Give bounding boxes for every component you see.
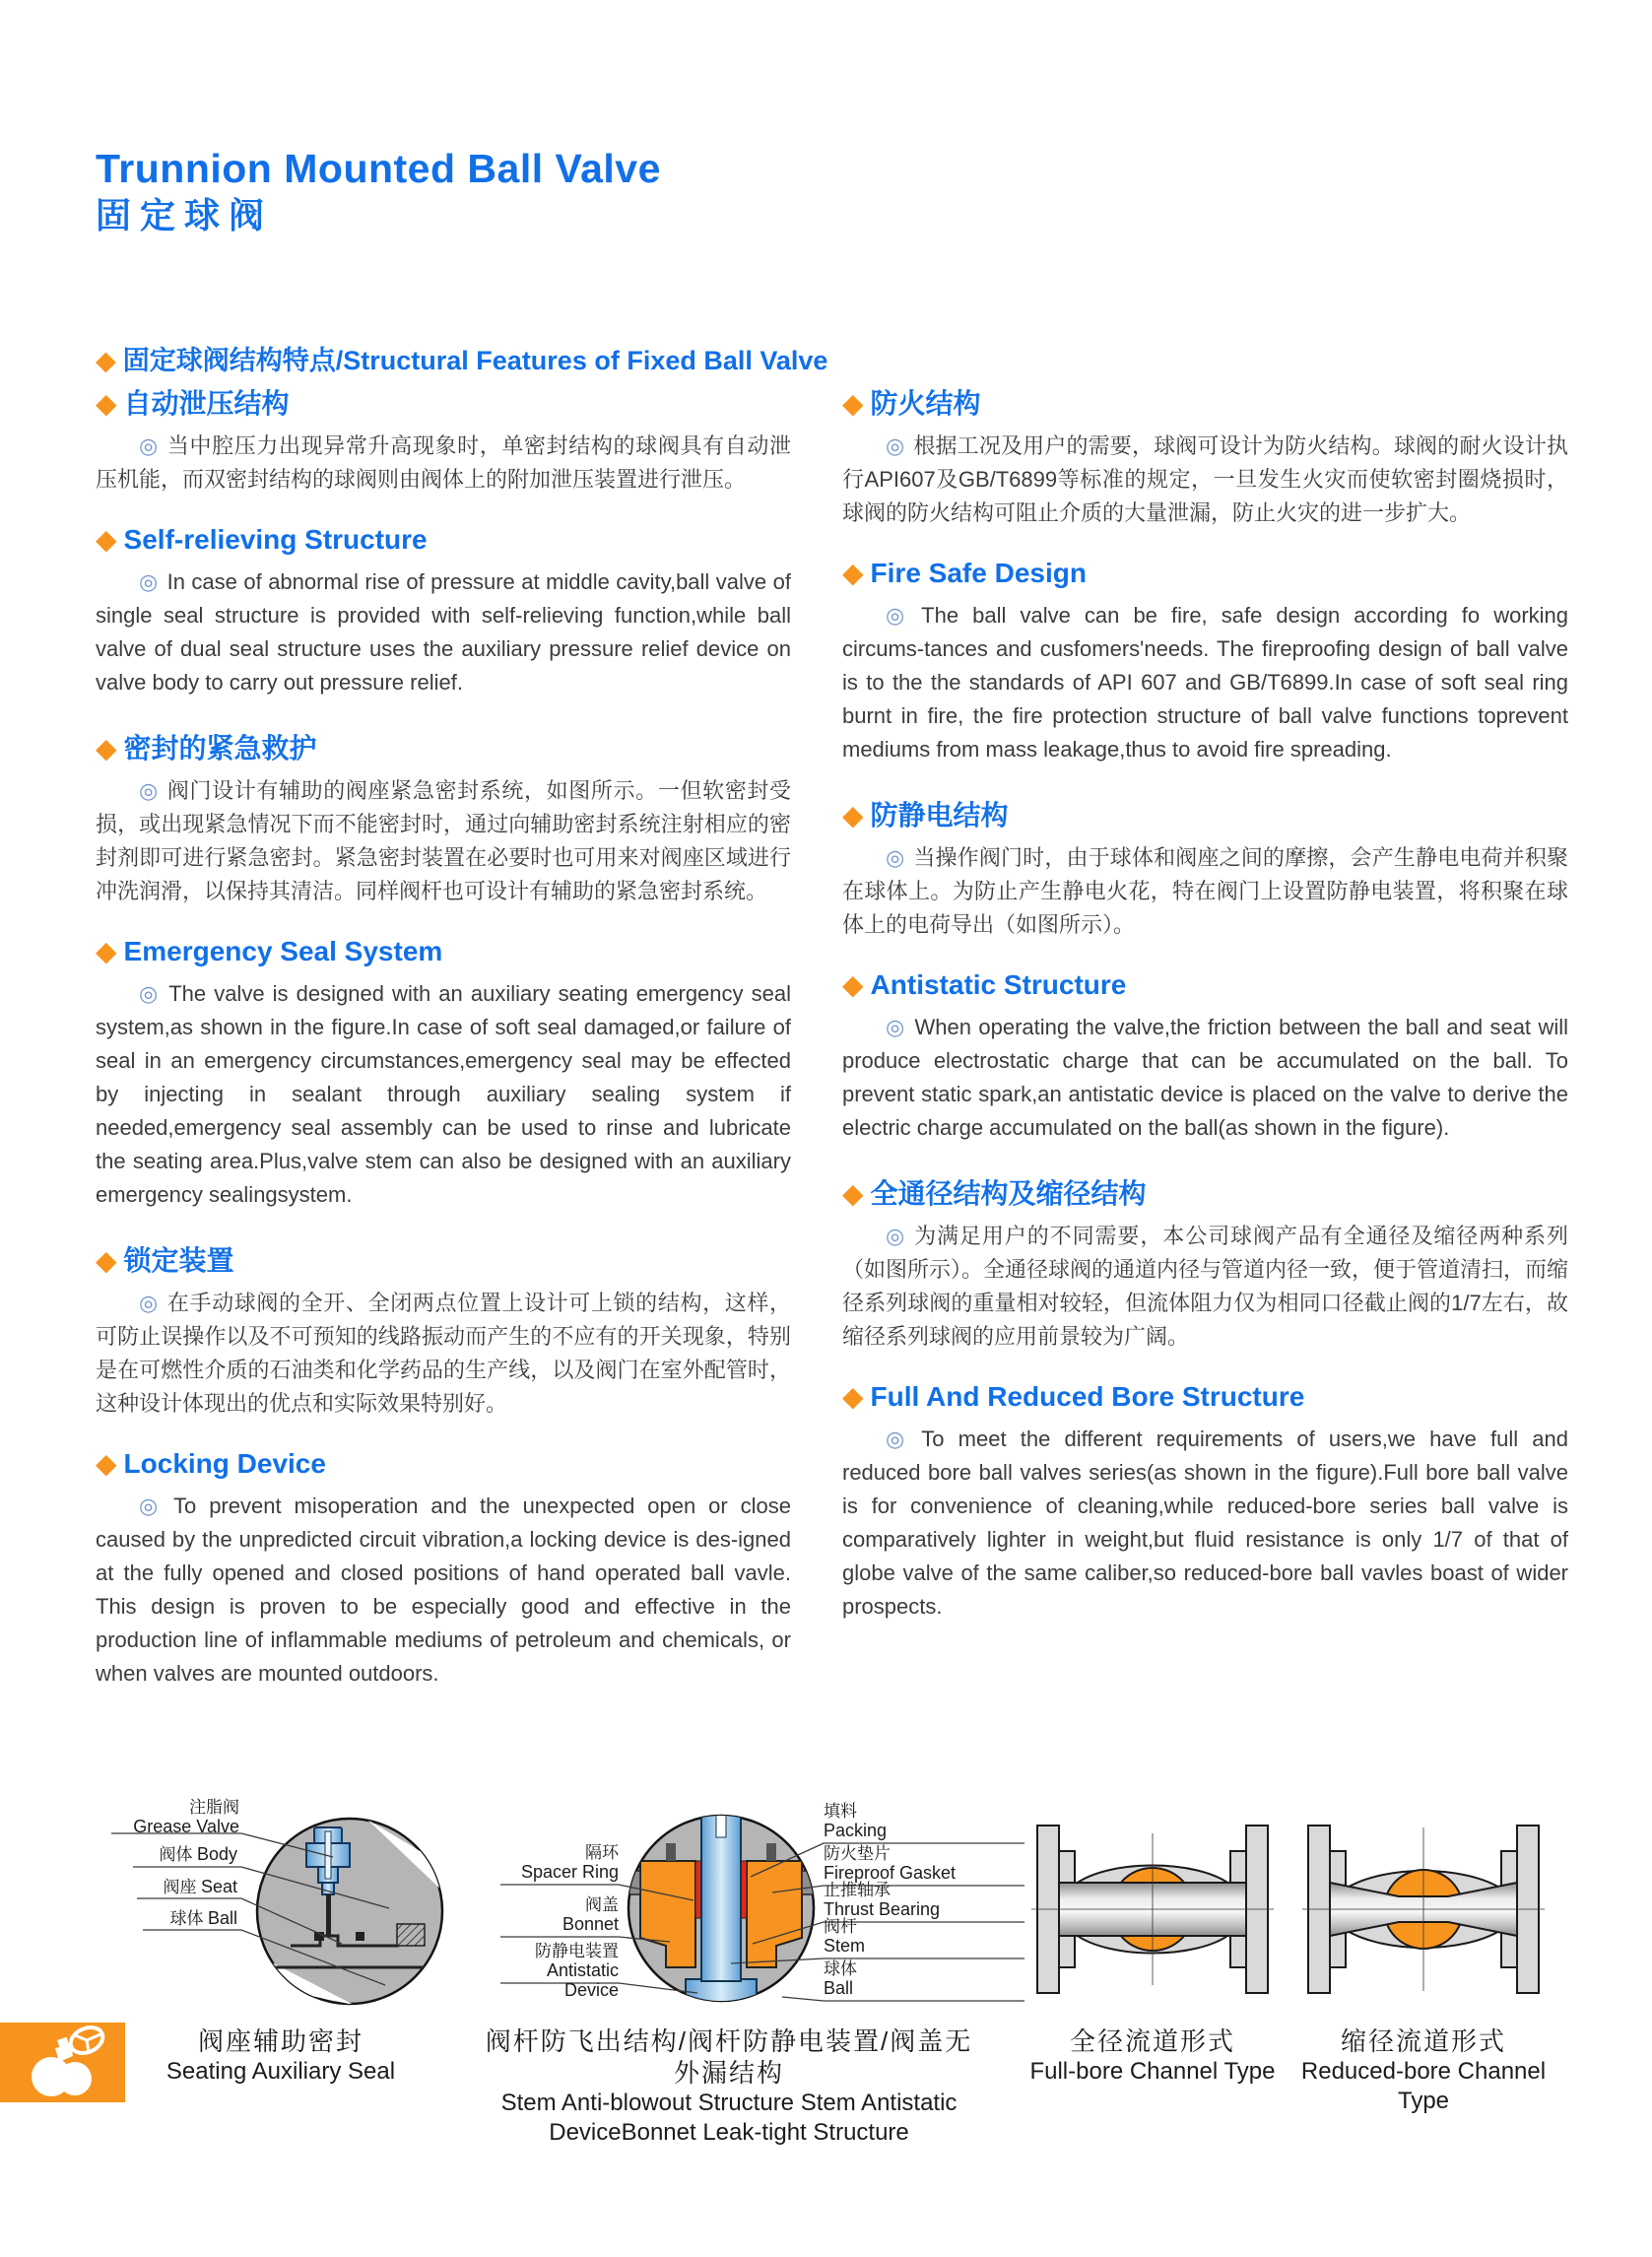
section-header-label: 固定球阀结构特点/Structural Features of Fixed Ball Valve: [122, 346, 828, 375]
label-antistatic-device: 防静电装置 Antistatic Device: [535, 1942, 619, 2000]
diamond-bullet-icon: ◆: [842, 1178, 864, 1209]
diamond-bullet-icon: ◆: [842, 969, 864, 1000]
diamond-bullet-icon: ◆: [96, 388, 117, 419]
page-title-zh: 固定球阀: [96, 195, 274, 235]
label-stem: 阀杆 Stem: [824, 1917, 866, 1956]
diamond-bullet-icon: ◆: [96, 346, 116, 375]
figure-seating-auxiliary-seal: [94, 1798, 468, 2020]
caption-reduced-bore: 缩径流道形式 Reduced-bore Channel Type: [1300, 2026, 1547, 2114]
label-thrust-bearing: 止推轴承 Thrust Bearing: [824, 1881, 941, 1919]
subsection-heading-self-relieving-zh: ◆ 自动泄压结构: [96, 388, 290, 419]
subsection-heading-emergency-seal-zh: ◆ 密封的紧急救护: [96, 733, 317, 763]
figure-full-bore: [1029, 1806, 1276, 2013]
label-packing: 填料 Packing: [824, 1802, 888, 1840]
paragraph-marker-icon: ◎: [886, 1224, 906, 1248]
subsection-heading-bore-structure-en: ◆ Full And Reduced Bore Structure: [842, 1381, 1305, 1412]
paragraph-marker-icon: ◎: [139, 1494, 165, 1518]
subsection-heading-locking-device-en: ◆ Locking Device: [96, 1448, 326, 1479]
paragraph-emergency-seal-zh: ◎ 阀门设计有辅助的阀座紧急密封系统，如图所示。一但软密封受损，或出现紧急情况下而不能密封时，通过向辅助密封系统注射相应的密封剂即可进行紧急密封。紧急密封装置在必要时也可用来对阀座区域进行冲洗润滑，以保持其清洁。同样阀杆也可设计有辅助的紧急密封系统。: [96, 778, 791, 903]
paragraph-marker-icon: ◎: [139, 433, 159, 458]
subsection-heading-emergency-seal-en: ◆ Emergency Seal System: [96, 936, 443, 966]
paragraph-antistatic-en: ◎ When operating the valve,the friction between the ball and seat will produce electrostatic charge that can be accumulated on the ball. To prevent static spark,an antistatic device is placed on the valve to derive the electric charge accumulated on the ball(as shown in the figure).: [842, 1015, 1568, 1140]
left-column: [96, 386, 791, 1691]
diamond-bullet-icon: ◆: [96, 524, 117, 555]
label-ball-2: 球体 Ball: [824, 1959, 857, 1998]
paragraph-marker-icon: ◎: [139, 981, 161, 1006]
paragraph-bore-structure-zh: ◎ 为满足用户的不同需要，本公司球阀产品有全通径及缩径两种系列（如图所示）。全通径球阀的通道内径与管道内径一致，便于管道清扫，而缩径系列球阀的重量相对较轻，但流体阻力仅为相同口径截止阀的1/7左右，故缩径系列球阀的应用前景较为广阔。: [842, 1224, 1569, 1349]
diamond-bullet-icon: ◆: [842, 1381, 864, 1412]
paragraph-self-relieving-en: ◎ In case of abnormal rise of pressure at middle cavity,ball valve of single seal structure is provided with self-relieving function,while ball valve of dual seal structure uses the auxiliary pressure relief device on valve body to carry out pressure relief.: [96, 569, 791, 695]
paragraph-marker-icon: ◎: [886, 433, 905, 458]
figure-stem-structure: [493, 1798, 1044, 2020]
paragraph-emergency-seal-en: ◎ The valve is designed with an auxiliary seating emergency seal system,as shown in the figure.In case of soft seal damaged,or failure of seal in an emergency circumstances,emergency seal may be effected by injecting in sealant through auxiliary sealing system if needed,emergency seal assembly can be used to rinse and lubricate the seating area.Plus,valve stem can also be designed with an auxiliary emergency sealingsystem.: [96, 981, 791, 1207]
label-body: 阀体 Body: [159, 1844, 237, 1864]
paragraph-marker-icon: ◎: [139, 778, 159, 803]
subsection-heading-antistatic-zh: ◆ 防静电结构: [842, 800, 1009, 830]
paragraph-fire-safe-zh: ◎ 根据工况及用户的需要，球阀可设计为防火结构。球阀的耐火设计执行API607及GB/T6899等标准的规定，一旦发生火灾而使软密封圈烧损时，球阀的防火结构可阻止介质的大量泄漏，防止火灾的进一步扩大。: [842, 433, 1568, 525]
paragraph-locking-device-en: ◎ To prevent misoperation and the unexpected open or close caused by the unpredicted circuit vibration,a locking device is des-igned at the fully opened and closed positions of hand operated ball vavle. This design is proven to be especially good and effective in the production line of inflammable mediums of petroleum and chemicals, or when valves are mounted outdoors.: [96, 1494, 791, 1686]
paragraph-bore-structure-en: ◎ To meet the different requirements of users,we have full and reduced bore ball valves series(as shown in the figure).Full bore ball valve is for convenience of cleaning,while reduced-bore series ball valve is comparatively lighter in weight,but fluid resistance is only 1/7 of that of globe valve of the same caliber,so reduced-bore ball vavles boast of wider prospects.: [842, 1427, 1568, 1619]
diamond-bullet-icon: ◆: [842, 800, 864, 830]
caption-stem-structure: 阀杆防飞出结构/阀杆防静电装置/阀盖无外漏结构 Stem Anti-blowout Structure Stem Antistatic DeviceBonnet Leak-tight Structure: [485, 2026, 973, 2146]
page-title: Trunnion Mounted Ball Valve: [96, 146, 661, 191]
diamond-bullet-icon: ◆: [842, 558, 864, 588]
section-header: [96, 339, 827, 377]
caption-seating-auxiliary-seal: 阀座辅助密封 Seating Auxiliary Seal: [165, 2026, 396, 2085]
reduced-bore-diagram: [1300, 1806, 1547, 2013]
caption-full-bore: 全径流道形式 Full-bore Channel Type: [1029, 2026, 1276, 2085]
figure-reduced-bore: [1300, 1806, 1547, 2013]
paragraph-self-relieving-zh: ◎ 当中腔压力出现异常升高现象时，单密封结构的球阀具有自动泄压机能，而双密封结构的球阀则由阀体上的附加泄压装置进行泄压。: [96, 433, 791, 492]
ball-valve-icon: [0, 2023, 125, 2102]
diamond-bullet-icon: ◆: [96, 1448, 117, 1479]
paragraph-marker-icon: ◎: [886, 845, 905, 870]
paragraph-antistatic-zh: ◎ 当操作阀门时，由于球体和阀座之间的摩擦，会产生静电电荷并积聚在球体上。为防止产生静电火花，特在阀门上设置防静电装置，将积聚在球体上的电荷导出（如图所示）。: [842, 845, 1568, 937]
paragraph-marker-icon: ◎: [886, 1427, 913, 1451]
paragraph-fire-safe-en: ◎ The ball valve can be fire, safe design according fo working circums-tances and cusfomers'needs. The fireproofing design of ball valve is to the the standards of API 607 and GB/T6899.In case of soft seal ring burnt in fire, the fire protection structure of ball valve functions toprevent mediums from mass leakage,thus to avoid fire spreading.: [842, 603, 1568, 762]
label-seat: 阀座 Seat: [163, 1877, 237, 1896]
diamond-bullet-icon: ◆: [96, 733, 117, 763]
right-column: [842, 386, 1568, 1624]
corner-logo: [0, 2023, 125, 2102]
label-bonnet: 阀盖 Bonnet: [562, 1895, 619, 1934]
label-spacer-ring: 隔环 Spacer Ring: [520, 1843, 619, 1882]
subsection-heading-locking-device-zh: ◆ 锁定装置: [96, 1245, 234, 1276]
full-bore-diagram: [1029, 1806, 1276, 2013]
paragraph-marker-icon: ◎: [139, 569, 159, 594]
paragraph-marker-icon: ◎: [886, 1015, 906, 1039]
paragraph-locking-device-zh: ◎ 在手动球阀的全开、全闭两点位置上设计可上锁的结构，这样，可防止误操作以及不可预知的线路振动而产生的不应有的开关现象，特别是在可燃性介质的石油类和化学药品的生产线，以及阀门在室外配管时，这种设计体现出的优点和实际效果特别好。: [96, 1291, 791, 1416]
title-block: [96, 146, 661, 238]
subsection-heading-fire-safe-zh: ◆ 防火结构: [842, 388, 981, 419]
subsection-heading-fire-safe-en: ◆ Fire Safe Design: [842, 558, 1087, 588]
subsection-heading-self-relieving-en: ◆ Self-relieving Structure: [96, 524, 428, 555]
subsection-heading-bore-structure-zh: ◆ 全通径结构及缩径结构: [842, 1178, 1147, 1209]
label-ball: 球体 Ball: [169, 1908, 237, 1928]
paragraph-marker-icon: ◎: [886, 603, 913, 628]
diamond-bullet-icon: ◆: [96, 1245, 117, 1276]
paragraph-marker-icon: ◎: [139, 1291, 159, 1315]
diamond-bullet-icon: ◆: [96, 936, 117, 966]
label-fireproof-gasket: 防火垫片 Fireproof Gasket: [824, 1844, 957, 1883]
label-grease-valve: 注脂阀 Grease Valve: [133, 1798, 239, 1836]
diamond-bullet-icon: ◆: [842, 388, 864, 419]
subsection-heading-antistatic-en: ◆ Antistatic Structure: [842, 969, 1127, 1000]
